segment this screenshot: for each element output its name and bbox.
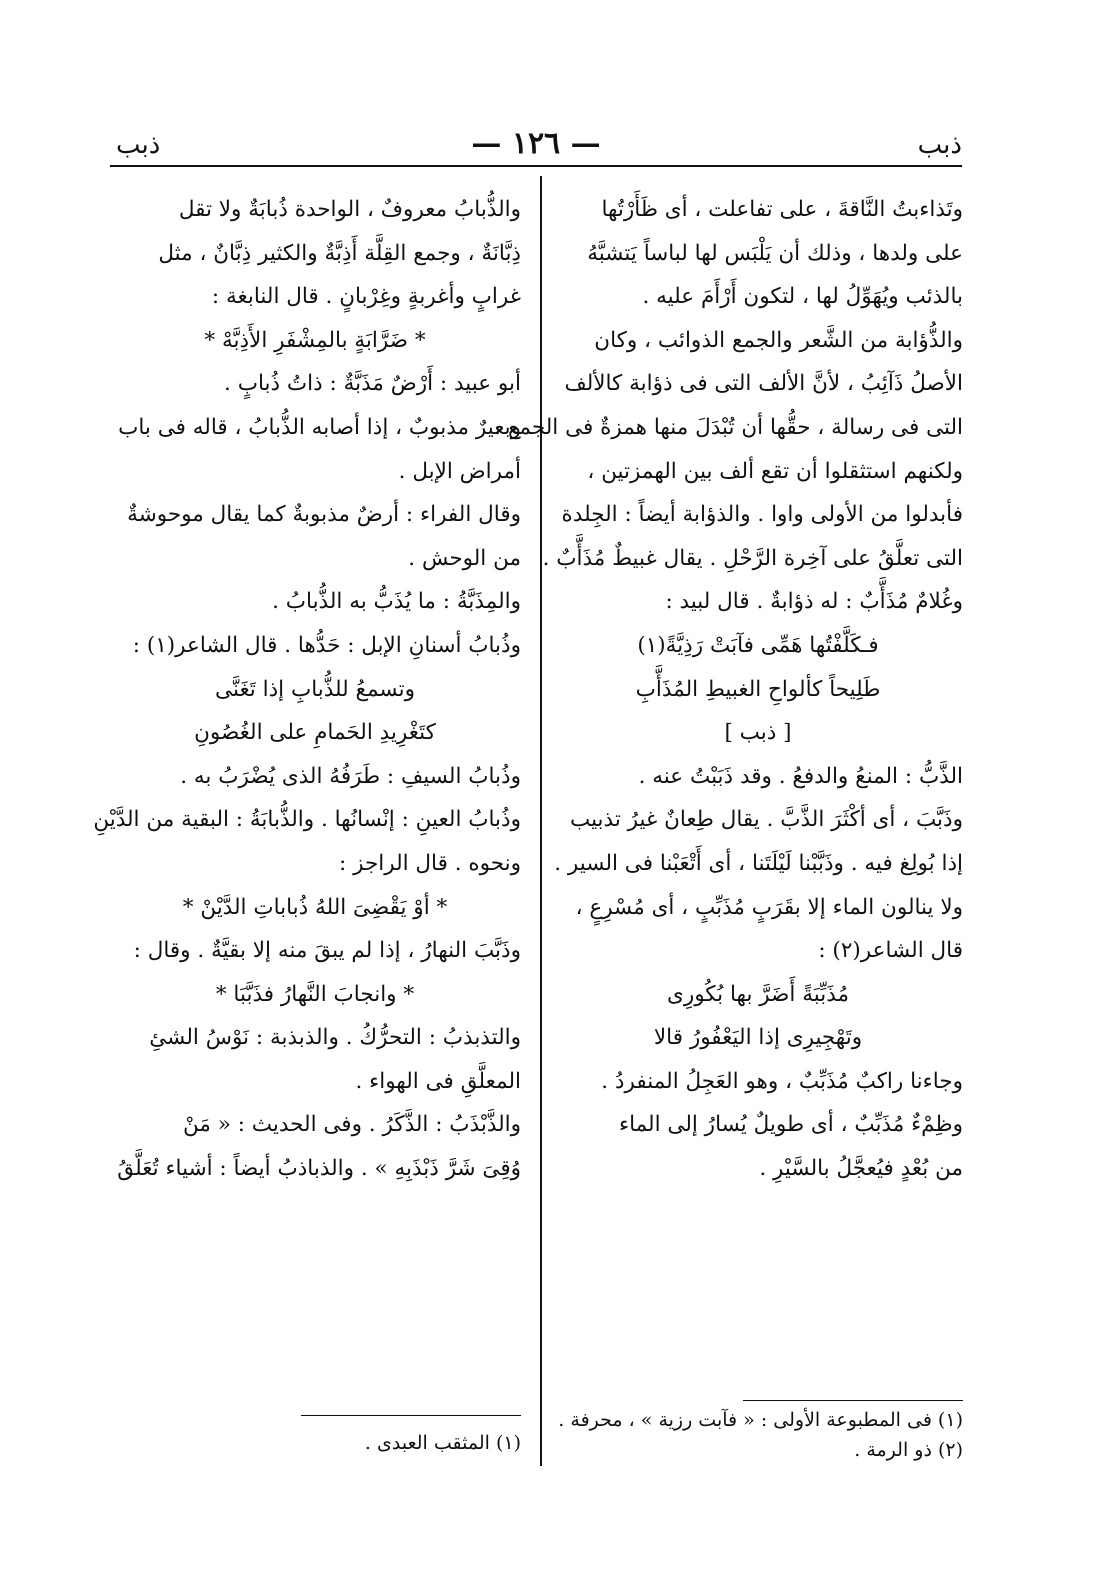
text-line: ذِبَّانَةٌ ، وجمع القِلَّة أَذِبَّةٌ والكثير ذِبَّانٌ ، مثل <box>158 240 521 266</box>
text-line: أبو عبيد : أَرْضٌ مَذَبَّةٌ : ذاتُ ذُبابٍ . <box>224 371 521 397</box>
page-number: — ١٢٦ — <box>471 126 601 161</box>
right-column <box>494 188 963 1191</box>
running-head-right: ذبب <box>917 130 962 160</box>
text-line: وذُبابُ أسنانِ الإبل : حَدُّها . قال الشاعر(١) : <box>132 632 521 658</box>
verse-line: * ضَرَّابَةٍ بالمِشْفَرِ الأَذِبَّهْ * <box>204 327 426 353</box>
text-line: والذُّبابُ معروفٌ ، الواحدة ذُبابَةٌ ولا تقل <box>178 197 521 222</box>
text-line: والتذبذبُ : التحرُّكُ . والذبذبة : نَوْسُ الشئِ <box>149 1025 521 1051</box>
footnote: (٢) ذو الرمة . <box>854 1439 963 1461</box>
page-header <box>110 126 962 166</box>
verse-line: * أوْ يَقْضِىَ اللهُ ذُباباتِ الدَّيْنْ * <box>182 894 448 920</box>
text-line: والذَّبْذَبُ : الذَّكَرُ . وفى الحديث : « مَنْ <box>182 1112 521 1138</box>
text-line: من بُعْدٍ فيُعجَّلُ بالسَّيْرِ . <box>759 1156 963 1182</box>
text-line: وجاءنا راكبٌ مُذَبِّبٌ ، وهو العَجِلُ المنفردُ . <box>601 1068 963 1094</box>
text-line: التى فى رسالة ، حقُّها أن تُبْدَلَ منها همزةٌ فى الجمع ، <box>494 414 963 440</box>
section-heading: [ ذبب ] <box>724 720 792 746</box>
text-line: والذُّؤابة من الشَّعر والجمع الذوائب ، وكان <box>594 327 963 353</box>
column-divider <box>540 176 542 1466</box>
text-line: التى تعلَّقُ على آخِرة الرَّحْلِ . يقال غبيطٌ مُذَأَّبٌ . <box>542 545 963 571</box>
text-line: ونحوه . قال الراجز : <box>339 850 521 876</box>
text-line: وذَبَّبَ النهارُ ، إذا لم يبقَ منه إلا بقيَّةٌ . وقال : <box>133 938 521 964</box>
footnotes-right <box>553 1405 963 1465</box>
text-line: ولا ينالون الماء إلا بقَرَبٍ مُذَبِّبٍ ، أى مُسْرِعٍ ، <box>575 894 963 920</box>
text-line: الأصلُ ذَآئِبُ ، لأنَّ الألف التى فى ذؤابة كالألف <box>564 371 963 397</box>
header-rule <box>110 165 962 167</box>
footnote: (١) المثقب العبدى . <box>364 1432 521 1454</box>
left-column <box>93 188 521 1191</box>
verse-line: وتَهْجِيرِى إذا اليَعْفُورُ قالا <box>653 1025 863 1051</box>
text-line: وبعيرٌ مذبوبٌ ، إذا أصابه الذُّبابُ ، قاله فى باب <box>118 414 521 440</box>
footnotes-left <box>109 1428 521 1458</box>
text-line: وذُبابُ العينِ : إنْسانُها . والذُّبابَةُ : البقية من الدَّيْنِ <box>93 807 521 833</box>
text-line: إذا بُولِغ فيه . وذَبَّبْنا لَيْلَتَنا ، أى أَتْعَبْنا فى السير . <box>554 850 963 876</box>
text-line: من الوحش . <box>408 545 521 571</box>
footnote: (١) فى المطبوعة الأولى : « فآبت رزية » ، محرفة . <box>558 1409 963 1431</box>
text-line: وذَبَّبَ ، أى أكْثَرَ الذَّبَّ . يقال طِعانٌ غيرُ تذبيب <box>569 807 963 833</box>
text-line: وغُلامٌ مُذَأَّبٌ : له ذؤابةٌ . قال لبيد : <box>665 589 963 615</box>
text-line: الذَّبُّ : المنعُ والدفعُ . وقد ذَبَبْتُ عنه . <box>638 763 963 789</box>
text-line: ولكنهم استثقلوا أن تقع ألف بين الهمزتين ، <box>587 458 963 484</box>
verse-line: كتَغْرِيدِ الحَمامِ على الغُصُونِ <box>194 720 436 746</box>
text-line: وُقِىَ شَرَّ ذَبْذَبِهِ » . والذباذبُ أيضاً : أشياء تُعَلَّقُ <box>117 1156 521 1182</box>
text-line: وذُبابُ السيفِ : طَرَفُهُ الذى يُضْرَبُ به . <box>180 763 521 789</box>
footnote-rule-left <box>301 1415 521 1416</box>
text-line: قال الشاعر(٢) : <box>818 938 963 964</box>
verse-line: وتسمعُ للذُّبابِ إذا تَغَنَّى <box>215 676 415 702</box>
verse-line: طَلِيحاً كألواحِ الغبيطِ المُذَأَّبِ <box>635 676 881 702</box>
text-line: وقال الفراء : أرضٌ مذبوبةٌ كما يقال موحوشةٌ <box>127 502 521 528</box>
text-line: بالذئب ويُهَوِّلُ لها ، لتكون أَرْأَمَ عليه . <box>642 284 963 310</box>
text-line: وتَذاءبتُ النَّاقةَ ، على تفاعلت ، أى ظَأَرْتُها <box>601 197 963 222</box>
running-head-left: ذبب <box>116 130 161 160</box>
verse-line: * وانجابَ النَّهارُ فذَبَّبَا * <box>215 981 415 1007</box>
text-line: وظِمْءٌ مُذَبِّبٌ ، أى طويلٌ يُسارُ إلى الماء <box>618 1112 963 1138</box>
text-line: المعلَّقِ فى الهواء . <box>355 1068 521 1094</box>
verse-line: فـكَلَّفْتُها هَمِّى فآبَتْ رَذِيَّةً(١) <box>637 632 879 658</box>
text-line: فأبدلوا من الأولى واوا . والذؤابة أيضاً : الجِلدة <box>561 502 963 528</box>
text-line: على ولدها ، وذلك أن يَلْبَس لها لباساً يَتشبَّهُ <box>587 240 963 266</box>
verse-line: مُذَبِّبَةً أَضَرَّ بها بُكُورِى <box>666 981 849 1007</box>
text-line: أمراض الإبل . <box>398 458 521 484</box>
footnote-rule-right <box>743 1400 963 1401</box>
text-line: والمِذَبَّةُ : ما يُذَبُّ به الذُّبابُ . <box>272 589 521 615</box>
text-line: غرابٍ وأغربةٍ وغِرْبانٍ . قال النابغة : <box>211 284 521 310</box>
